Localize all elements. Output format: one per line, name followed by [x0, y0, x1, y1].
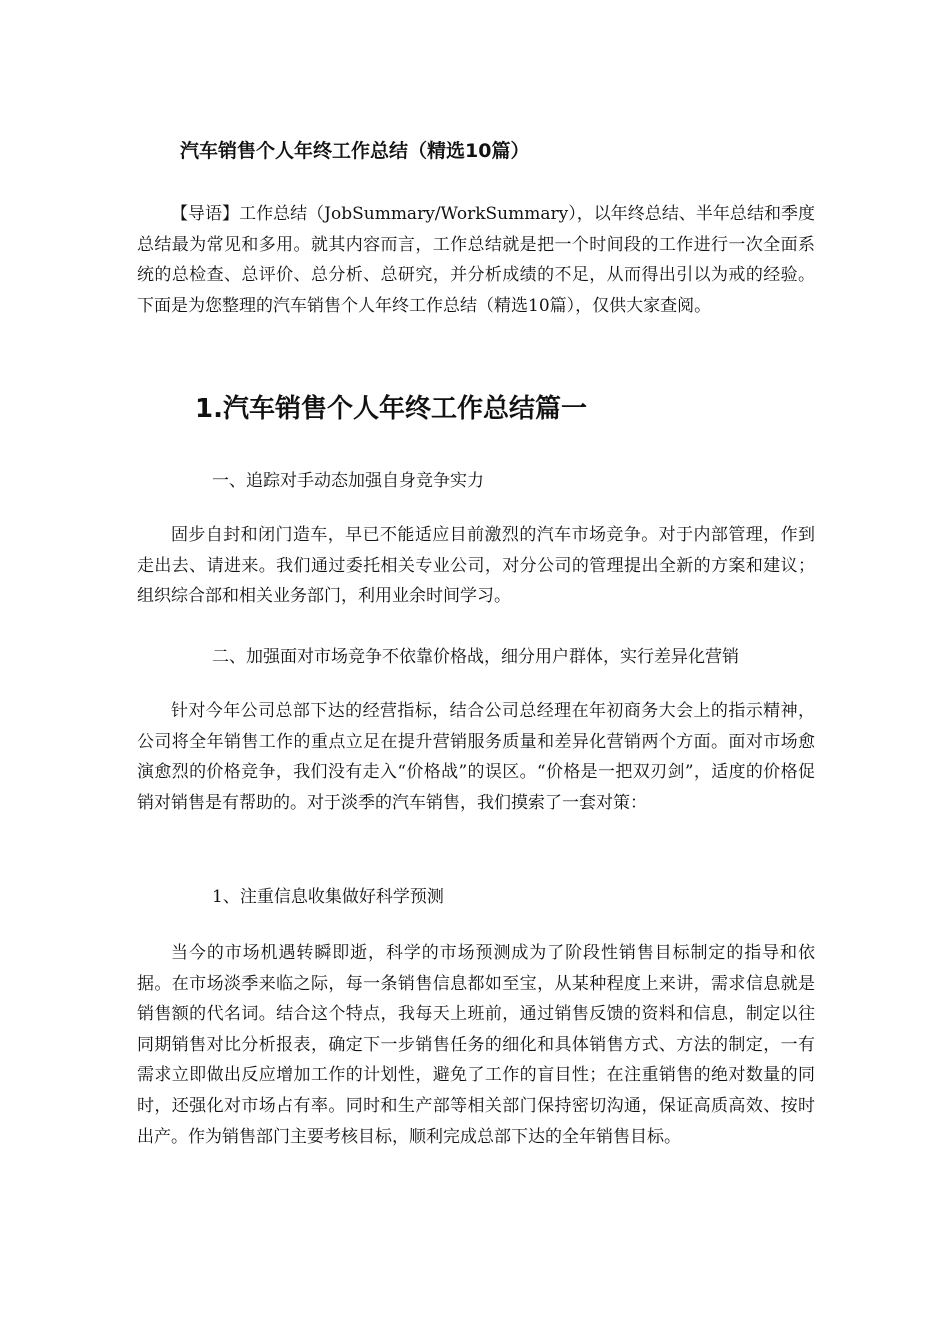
intro-paragraph: 【导语】工作总结（JobSummary/WorkSummary），以年终总结、半年总结和季度总结最为常见和多用。就其内容而言，工作总结就是把一个时间段的工作进行一次全面系统的总检查、总评价、总分析、总研究，并分析成绩的不足，从而得出引以为戒的经验。下面是为您整理的汽车销售个人年终工作总结（精选10篇），仅供大家查阅。 — [137, 204, 815, 316]
subheading-3: 1、注重信息收集做好科学预测 — [212, 887, 444, 907]
paragraph-2: 针对今年公司总部下达的经营指标，结合公司总经理在年初商务大会上的指示精神，公司将全年销售工作的重点立足在提升营销服务质量和差异化营销两个方面。面对市场愈演愈烈的价格竞争，我们没有走入“价格战”的误区。“价格是一把双刃剑”，适度的价格促销对销售是有帮助的。对于淡季的汽车销售，我们摸索了一套对策： — [137, 701, 815, 813]
subheading-2: 二、加强面对市场竞争不依靠价格战，细分用户群体，实行差异化营销 — [212, 647, 739, 667]
section-heading: 1.汽车销售个人年终工作总结篇一 — [195, 394, 587, 424]
paragraph-1: 固步自封和闭门造车，早已不能适应目前激烈的汽车市场竞争。对于内部管理，作到走出去、请进来。我们通过委托相关专业公司，对分公司的管理提出全新的方案和建议；组织综合部和相关业务部门，利用业余时间学习。 — [137, 525, 815, 607]
paragraph-3: 当今的市场机遇转瞬即逝，科学的市场预测成为了阶段性销售目标制定的指导和依据。在市场淡季来临之际，每一条销售信息都如至宝，从某种程度上来讲，需求信息就是销售额的代名词。结合这个特点，我每天上班前，通过销售反馈的资料和信息，制定以往同期销售对比分析报表，确定下一步销售任务的细化和具体销售方式、方法的制定，一有需求立即做出反应增加工作的计划性，避免了工作的盲目性；在注重销售的绝对数量的同时，还强化对市场占有率。同时和生产部等相关部门保持密切沟通，保证高质高效、按时出产。作为销售部门主要考核目标，顺利完成总部下达的全年销售目标。 — [137, 943, 815, 1147]
subheading-1: 一、追踪对手动态加强自身竞争实力 — [212, 471, 484, 491]
document-title: 汽车销售个人年终工作总结（精选10篇） — [180, 140, 530, 162]
